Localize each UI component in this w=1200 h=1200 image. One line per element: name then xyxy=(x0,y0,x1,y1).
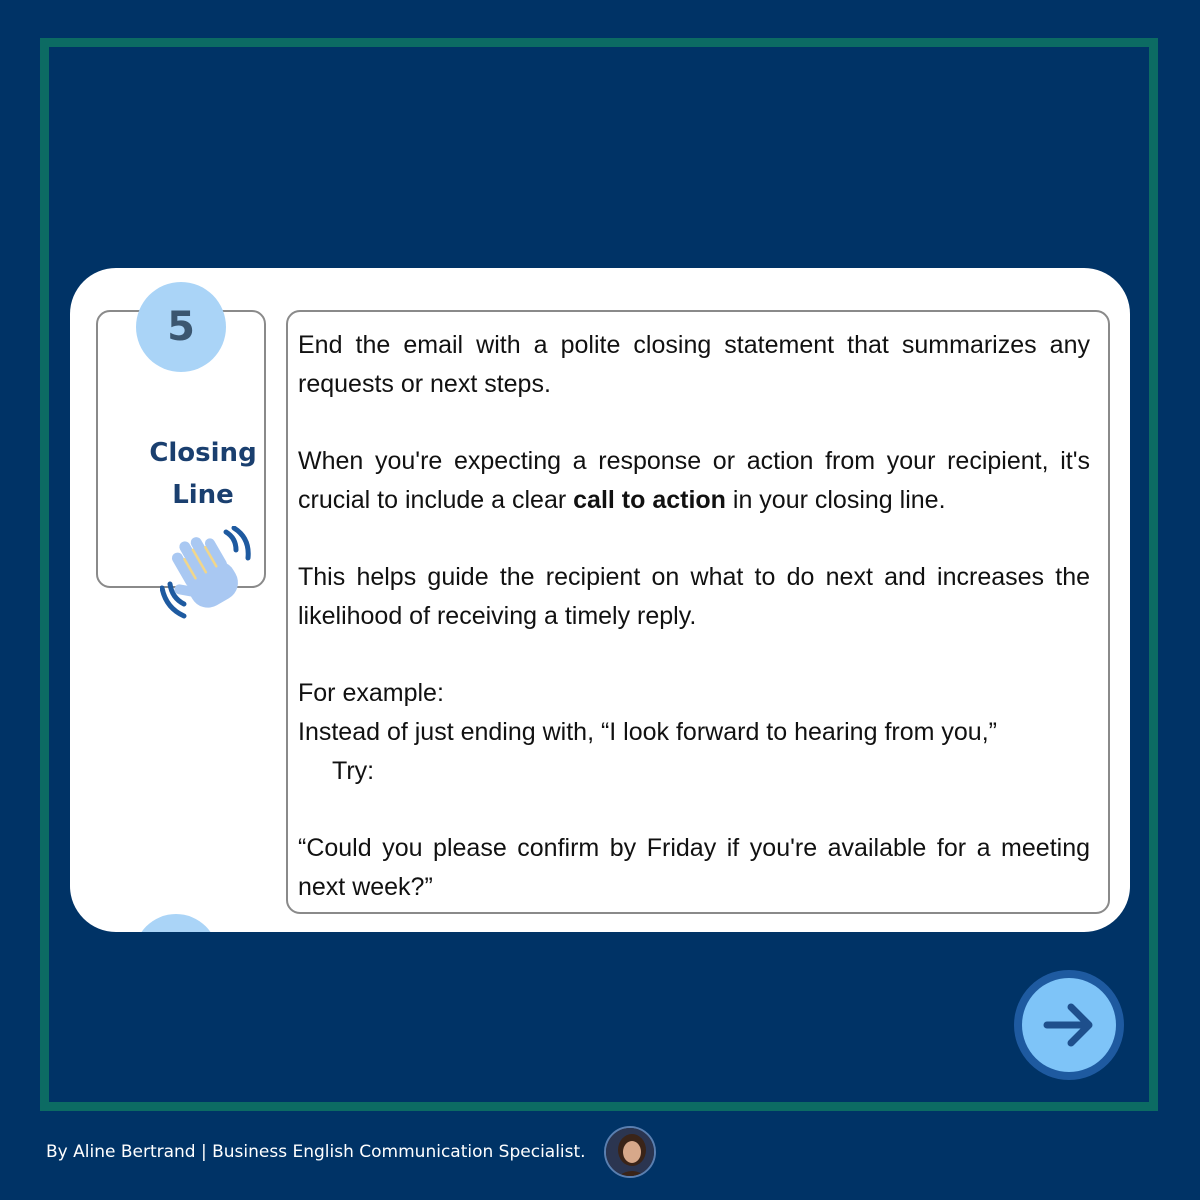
text-segment: in your closing line. xyxy=(725,486,946,514)
step-description xyxy=(286,310,1110,914)
bold-call-to-action: call to action xyxy=(573,486,726,514)
footer xyxy=(46,1124,656,1180)
paragraph-intro: End the email with a polite closing statement that summarizes any requests or next steps. xyxy=(298,331,1090,398)
avatar-photo-icon xyxy=(606,1128,656,1178)
content-card xyxy=(70,268,1130,932)
avatar xyxy=(604,1126,656,1178)
example-quote: “Could you please confirm by Friday if you're available for a meeting next week?” xyxy=(298,834,1090,901)
next-step-badge xyxy=(134,914,218,932)
step-number-badge: 5 xyxy=(136,282,226,372)
waving-hand-icon xyxy=(160,526,256,622)
text-segment: When you're expecting a response or action from your recipient, it's crucial to include a clear xyxy=(298,447,1090,514)
example-label: For example: xyxy=(298,679,444,707)
byline: By Aline Bertrand | Business English Communication Specialist. xyxy=(46,1142,586,1162)
try-label: Try: xyxy=(332,757,375,785)
next-button[interactable] xyxy=(1014,970,1124,1080)
example-line: Instead of just ending with, “I look forward to hearing from you,” xyxy=(298,718,997,746)
step-title: Closing Line xyxy=(149,438,257,510)
next-button-inner[interactable] xyxy=(1022,978,1116,1072)
paragraph-call-to-action xyxy=(298,442,1090,520)
paragraph-benefit: This helps guide the recipient on what to do next and increases the likelihood of receiving a timely reply. xyxy=(298,563,1090,630)
arrow-right-icon xyxy=(1039,995,1099,1055)
